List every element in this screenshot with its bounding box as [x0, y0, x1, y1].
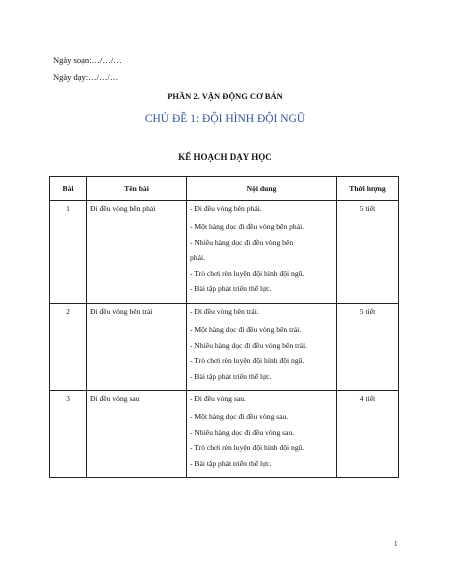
- content-line: - Bài tập phát triển thể lực.: [190, 458, 272, 468]
- content-line: - Một hàng dọc đi đều vòng bên phải.: [190, 222, 305, 231]
- lesson-number: 1: [50, 201, 87, 304]
- content-line: - Đi đều vòng bên trái.: [190, 307, 259, 316]
- lesson-content: [187, 391, 337, 478]
- content-line: - Bài tập phát triển thể lực.: [190, 371, 272, 381]
- teach-date: Ngày dạy:…/…/…: [53, 72, 119, 82]
- lesson-number: 2: [50, 304, 87, 391]
- column-header-no: Bài: [50, 177, 87, 201]
- part-title: PHẦN 2. VẬN ĐỘNG CƠ BẢN: [167, 91, 283, 101]
- prep-date: Ngày soạn:…/…/…: [53, 55, 122, 65]
- lesson-content: [187, 304, 337, 391]
- content-line: phải.: [190, 253, 205, 263]
- lesson-name: Đi đều vòng bên phải: [87, 201, 187, 304]
- column-header-name: Tên bài: [87, 177, 187, 201]
- table-header-row: [50, 177, 399, 201]
- content-line: - Trò chơi rèn luyện đội hình đội ngũ.: [190, 356, 305, 366]
- lesson-duration: 4 tiết: [337, 391, 399, 478]
- lesson-plan-table: [49, 176, 399, 478]
- content-line: - Trò chơi rèn luyện đội hình đội ngũ.: [190, 268, 305, 278]
- content-line: - Một hàng dọc đi đều vòng sau.: [190, 412, 289, 421]
- content-line: - Một hàng dọc đi đều vòng bên trái.: [190, 325, 302, 334]
- content-line: - Nhiều hàng dọc đi đều vòng bên trái.: [190, 340, 308, 350]
- topic-title: CHỦ ĐỀ 1: ĐỘI HÌNH ĐỘI NGŨ: [144, 113, 306, 125]
- lesson-duration: 5 tiết: [337, 304, 399, 391]
- column-header-content: Nội dung: [187, 177, 337, 201]
- content-line: - Nhiều hàng dọc đi đều vòng bên: [190, 237, 294, 247]
- content-line: - Trò chơi rèn luyện đội hình đội ngũ.: [190, 443, 305, 453]
- table-row: [50, 391, 399, 478]
- lesson-duration: 5 tiết: [337, 201, 399, 304]
- lesson-content: [187, 201, 337, 304]
- plan-title: KẾ HOẠCH DẠY HỌC: [178, 152, 272, 162]
- content-line: - Đi đều vòng bên phải.: [190, 204, 262, 213]
- content-line: - Bài tập phát triển thể lực.: [190, 284, 272, 294]
- content-line: - Đi đều vòng sau.: [190, 394, 246, 403]
- column-header-time: Thời lượng: [337, 177, 399, 201]
- table-row: [50, 304, 399, 391]
- content-line: - Nhiều hàng dọc đi đều vòng sau.: [190, 427, 295, 437]
- page-number: 1: [394, 540, 398, 548]
- lesson-number: 3: [50, 391, 87, 478]
- table-row: [50, 201, 399, 304]
- lesson-name: Đi đều vòng sau: [87, 391, 187, 478]
- lesson-name: Đi đều vòng bên trái: [87, 304, 187, 391]
